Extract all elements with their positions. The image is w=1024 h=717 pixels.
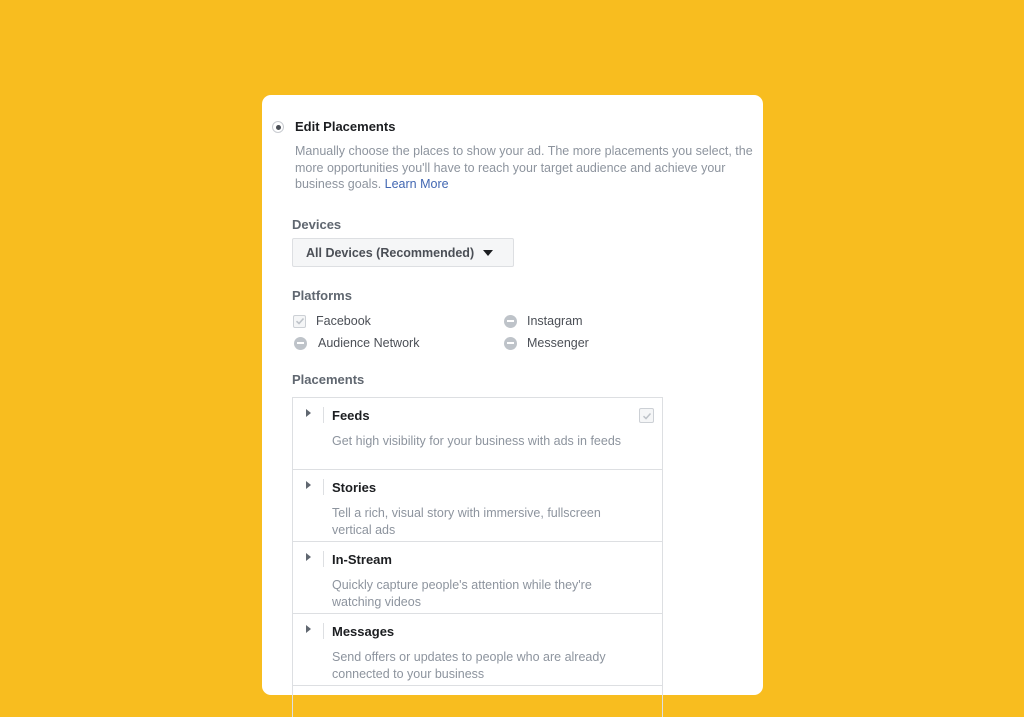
placement-description: Tell a rich, visual story with immersive, fullscreen vertical ads <box>332 506 601 537</box>
devices-label: Devices <box>292 217 342 232</box>
placement-description: Send offers or updates to people who are already connected to your business <box>332 650 606 681</box>
minus-circle-icon <box>504 337 517 350</box>
edit-placements-title: Edit Placements <box>295 119 396 134</box>
placement-feeds[interactable] <box>293 398 662 470</box>
divider <box>323 623 324 639</box>
placement-name: In-Stream <box>332 552 392 567</box>
edit-placements-description <box>295 143 760 193</box>
chevron-right-icon[interactable] <box>306 481 311 489</box>
placement-name: Feeds <box>332 408 370 423</box>
minus-circle-icon <box>504 315 517 328</box>
placement-name: Messages <box>332 624 395 639</box>
chevron-right-icon[interactable] <box>306 553 311 561</box>
checkbox-checked-icon[interactable] <box>639 408 654 423</box>
platform-label: Instagram <box>527 314 583 328</box>
devices-selected: All Devices (Recommended) <box>306 245 475 260</box>
divider <box>323 479 324 495</box>
learn-more-link[interactable]: Learn More <box>384 177 449 191</box>
minus-circle-icon <box>294 337 307 350</box>
platform-instagram[interactable] <box>504 314 583 328</box>
divider <box>323 407 324 423</box>
placement-messages[interactable] <box>293 614 662 686</box>
checkbox-checked-icon <box>293 315 306 328</box>
chevron-right-icon[interactable] <box>306 625 311 633</box>
radio-selected-icon <box>276 125 281 130</box>
platform-facebook[interactable] <box>293 314 371 328</box>
edit-placements-radio[interactable] <box>272 121 284 133</box>
platform-label: Facebook <box>316 314 371 328</box>
chevron-right-icon[interactable] <box>306 409 311 417</box>
placements-card <box>262 95 763 695</box>
placement-description: Get high visibility for your business with ads in feeds <box>332 434 622 448</box>
placement-name: Stories <box>332 480 377 495</box>
placements-list <box>292 397 663 717</box>
placement-stories[interactable] <box>293 470 662 542</box>
platform-label: Audience Network <box>318 336 420 350</box>
devices-dropdown[interactable] <box>292 238 514 267</box>
platform-label: Messenger <box>527 336 589 350</box>
placement-description: Quickly capture people's attention while they're watching videos <box>332 578 592 609</box>
platform-messenger[interactable] <box>504 336 589 350</box>
platform-audience-network[interactable] <box>294 336 419 350</box>
placements-label: Placements <box>292 372 365 387</box>
platforms-label: Platforms <box>292 288 352 303</box>
description-text: Manually choose the places to show your ad. The more placements you select, the more opportunities you'll have to reach your target audience and achieve your business goals. <box>295 144 753 191</box>
divider <box>323 551 324 567</box>
caret-down-icon <box>483 250 493 256</box>
placement-in-stream[interactable] <box>293 542 662 614</box>
